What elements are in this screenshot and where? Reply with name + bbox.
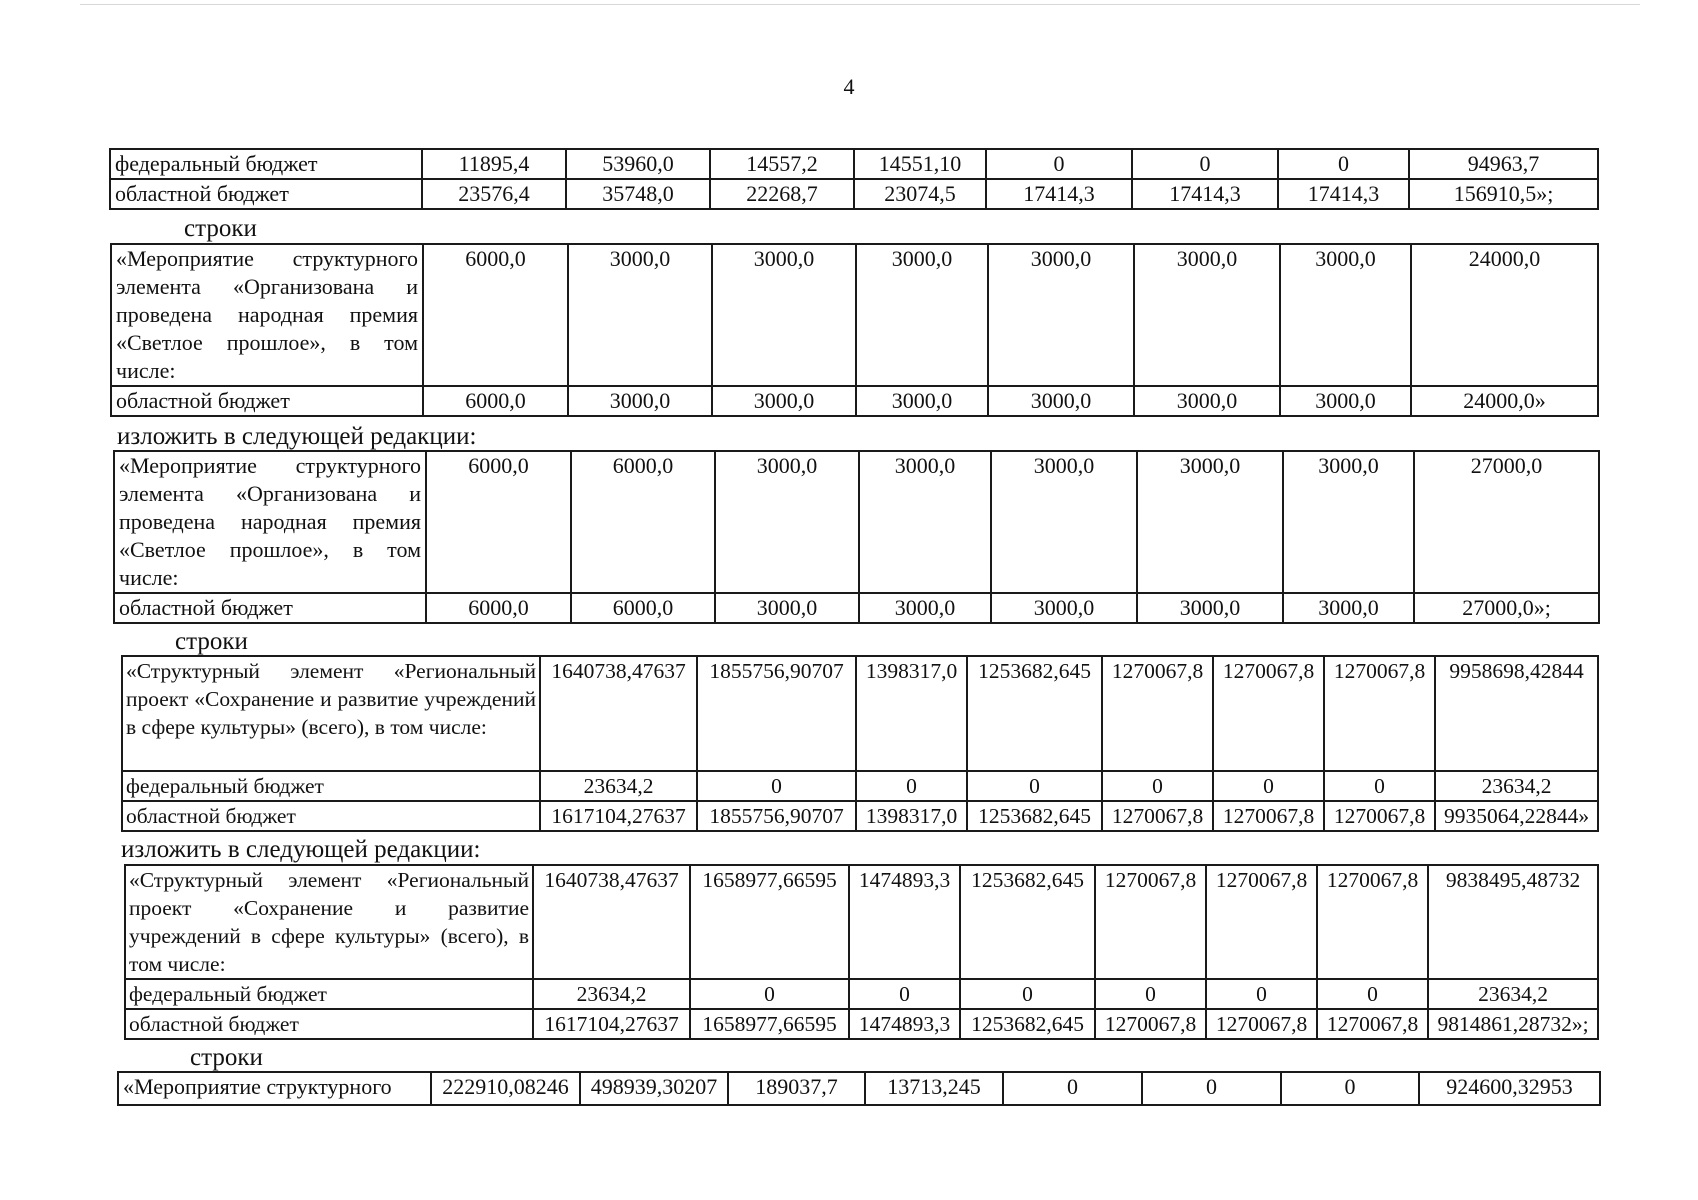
table-cell: 1640738,47637 [533,865,690,979]
table-cell: 9935064,22844» [1435,801,1598,831]
table-cell: 23634,2 [540,771,697,801]
table-cell: 3000,0 [568,244,712,386]
table-cell: 3000,0 [1283,593,1414,623]
structural-element-table-old [121,655,1599,832]
event-table-continued [117,1071,1601,1106]
table-cell: 1855756,90707 [697,801,856,831]
table-cell: 0 [1142,1072,1281,1105]
table-row [125,979,1598,1009]
table-cell: 6000,0 [426,593,571,623]
section-heading-rows: строки [175,628,248,655]
table-cell: 17414,3 [1132,179,1278,209]
table-cell: 3000,0 [1134,386,1280,416]
table-row [118,1072,1600,1105]
section-heading-new-wording: изложить в следующей редакции: [117,423,477,450]
table-cell: 35748,0 [566,179,710,209]
table-cell: 23634,2 [533,979,690,1009]
table-cell: 1270067,8 [1095,865,1206,979]
table-cell: 1270067,8 [1102,801,1213,831]
table-cell: 0 [960,979,1095,1009]
table-cell: 924600,32953 [1419,1072,1600,1105]
event-table-old [110,243,1599,417]
table-cell: 1253682,645 [960,1009,1095,1039]
table-cell: 3000,0 [1280,386,1411,416]
page-number: 4 [843,74,855,99]
table-row [111,244,1598,386]
table-cell: 1270067,8 [1206,1009,1317,1039]
table-cell: 6000,0 [426,451,571,593]
table-cell: 14551,10 [854,149,986,179]
structural-element-description: «Структурный элемент «Региональный проект «Сохранение и развитие учреждений в сфере культуры» (всего), в том числе: [122,656,540,771]
table-cell: 222910,08246 [431,1072,580,1105]
funding-table-continuation [109,148,1599,210]
table-cell: 3000,0 [715,451,859,593]
table-cell: 189037,7 [728,1072,865,1105]
table-cell: 1270067,8 [1213,801,1324,831]
table-cell: 3000,0 [859,451,991,593]
row-label: областной бюджет [114,593,426,623]
table-cell: 0 [1324,771,1435,801]
row-label: областной бюджет [110,179,422,209]
table-cell: 1398317,0 [856,801,967,831]
table-cell: 3000,0 [1280,244,1411,386]
table-row [122,801,1598,831]
table-cell: 498939,30207 [580,1072,728,1105]
section-heading-rows: строки [184,215,257,242]
table-cell: 3000,0 [1283,451,1414,593]
table-cell: 3000,0 [712,244,856,386]
table-row [111,386,1598,416]
row-label: областной бюджет [122,801,540,831]
table-cell: 17414,3 [1278,179,1409,209]
table-row [114,451,1599,593]
table-row [125,865,1598,979]
table-cell: 3000,0 [1134,244,1280,386]
structural-element-description: «Структурный элемент «Региональный проект «Сохранение и развитие учреждений в сфере культуры» (всего), в том числе: [125,865,533,979]
table-cell: 1474893,3 [849,1009,960,1039]
table-cell: 3000,0 [988,386,1134,416]
table-cell: 11895,4 [422,149,566,179]
table-cell: 9838495,48732 [1428,865,1598,979]
table-row [122,771,1598,801]
table-cell: 3000,0 [568,386,712,416]
table-cell: 27000,0 [1414,451,1599,593]
table-cell: 6000,0 [423,386,568,416]
table-cell: 3000,0 [991,451,1137,593]
table-cell: 3000,0 [715,593,859,623]
structural-element-table-new [124,864,1599,1040]
table-cell: 1253682,645 [967,801,1102,831]
table-cell: 0 [1095,979,1206,1009]
table-cell: 17414,3 [986,179,1132,209]
table-cell: 27000,0»; [1414,593,1599,623]
table-cell: 1270067,8 [1095,1009,1206,1039]
row-label: областной бюджет [111,386,423,416]
table-cell: 0 [849,979,960,1009]
row-label: областной бюджет [125,1009,533,1039]
table-cell: 1270067,8 [1213,656,1324,771]
row-label: федеральный бюджет [125,979,533,1009]
table-cell: 0 [697,771,856,801]
table-cell: 3000,0 [1137,451,1283,593]
table-row [110,149,1598,179]
table-row [114,593,1599,623]
table-cell: 1855756,90707 [697,656,856,771]
table-cell: 14557,2 [710,149,854,179]
table-cell: 0 [856,771,967,801]
table-cell: 1658977,66595 [690,865,849,979]
event-description: «Мероприятие структурного [118,1072,431,1105]
section-heading-new-wording: изложить в следующей редакции: [121,836,481,863]
table-cell: 23074,5 [854,179,986,209]
event-table-new [113,450,1600,624]
table-row [122,656,1598,771]
table-cell: 3000,0 [988,244,1134,386]
table-row [125,1009,1598,1039]
table-cell: 1474893,3 [849,865,960,979]
table-cell: 1640738,47637 [540,656,697,771]
table-cell: 3000,0 [712,386,856,416]
table-cell: 0 [1132,149,1278,179]
table-cell: 24000,0» [1411,386,1598,416]
table-cell: 3000,0 [856,386,988,416]
table-cell: 0 [1102,771,1213,801]
table-cell: 22268,7 [710,179,854,209]
table-cell: 9814861,28732»; [1428,1009,1598,1039]
table-row [110,179,1598,209]
table-cell: 1658977,66595 [690,1009,849,1039]
table-cell: 156910,5»; [1409,179,1598,209]
table-cell: 1270067,8 [1324,801,1435,831]
scan-edge-line [80,4,1640,5]
table-cell: 1270067,8 [1206,865,1317,979]
table-cell: 0 [1278,149,1409,179]
table-cell: 1253682,645 [967,656,1102,771]
table-cell: 23634,2 [1435,771,1598,801]
table-cell: 23634,2 [1428,979,1598,1009]
row-label: федеральный бюджет [122,771,540,801]
table-cell: 3000,0 [859,593,991,623]
section-heading-rows: строки [190,1044,263,1071]
table-cell: 3000,0 [991,593,1137,623]
event-description: «Мероприятие структурного элемента «Организована и проведена народная премия «Светлое прошлое», в том числе: [111,244,423,386]
table-cell: 1270067,8 [1102,656,1213,771]
table-cell: 0 [1213,771,1324,801]
table-cell: 3000,0 [1137,593,1283,623]
table-cell: 0 [986,149,1132,179]
table-cell: 1617104,27637 [533,1009,690,1039]
table-cell: 0 [1206,979,1317,1009]
table-cell: 3000,0 [856,244,988,386]
table-cell: 0 [1281,1072,1419,1105]
table-cell: 1253682,645 [960,865,1095,979]
table-cell: 6000,0 [571,451,715,593]
table-cell: 13713,245 [865,1072,1003,1105]
table-cell: 1398317,0 [856,656,967,771]
table-cell: 24000,0 [1411,244,1598,386]
table-cell: 0 [690,979,849,1009]
table-cell: 1617104,27637 [540,801,697,831]
table-cell: 0 [1317,979,1428,1009]
table-cell: 6000,0 [571,593,715,623]
table-cell: 94963,7 [1409,149,1598,179]
table-cell: 1270067,8 [1317,1009,1428,1039]
table-cell: 1270067,8 [1317,865,1428,979]
table-cell: 0 [967,771,1102,801]
table-cell: 23576,4 [422,179,566,209]
table-cell: 6000,0 [423,244,568,386]
table-cell: 0 [1003,1072,1142,1105]
event-description: «Мероприятие структурного элемента «Организована и проведена народная премия «Светлое прошлое», в том числе: [114,451,426,593]
table-cell: 9958698,42844 [1435,656,1598,771]
row-label: федеральный бюджет [110,149,422,179]
table-cell: 1270067,8 [1324,656,1435,771]
table-cell: 53960,0 [566,149,710,179]
